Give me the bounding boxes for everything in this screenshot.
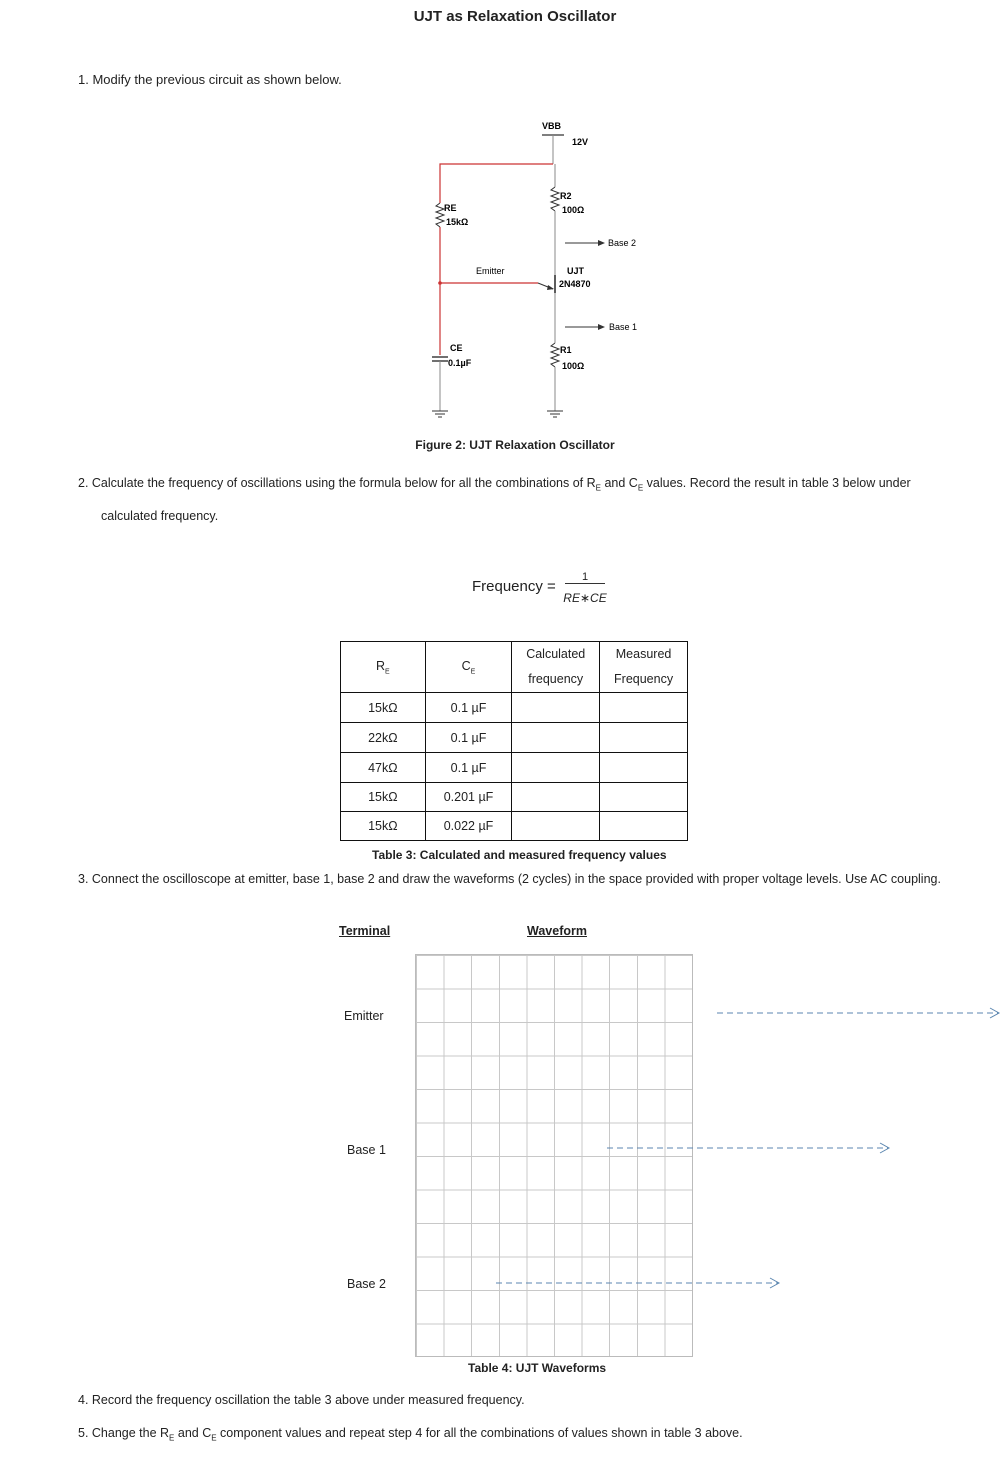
r1-value: 100Ω — [562, 361, 585, 371]
re-resistor-symbol — [436, 203, 444, 227]
ce-column-header: $C_E$ — [425, 642, 512, 693]
terminal-base1-label: Base 1 — [347, 1143, 386, 1157]
table-row — [341, 723, 688, 753]
calculated-frequency-cell[interactable] — [512, 723, 600, 753]
emitter-label: Emitter — [476, 266, 505, 276]
terminal-emitter-label: Emitter — [344, 1009, 384, 1023]
ujt-part-label: 2N4870 — [559, 279, 591, 289]
r2-resistor-symbol — [551, 187, 559, 211]
base1-arrow-head — [598, 324, 605, 330]
re-column-header: $R_E$ — [341, 642, 426, 693]
frequency-formula-denominator: RE∗CE — [563, 591, 607, 605]
measured-frequency-cell[interactable] — [600, 812, 688, 841]
table-row — [341, 783, 688, 812]
emitter-dashed-arrow — [717, 1008, 999, 1018]
ujt-circuit-diagram — [420, 115, 680, 435]
ce-cell: 0.1 µF — [425, 723, 512, 753]
step-3-text: 3. Connect the oscilloscope at emitter, base 1, base 2 and draw the waveforms (2 cycles) in the space provided with proper voltage levels. Use AC coupling. — [78, 872, 941, 886]
junction-dot — [438, 281, 442, 285]
vbb-label: VBB — [542, 121, 562, 131]
measured-frequency-cell[interactable] — [600, 753, 688, 783]
base1-dashed-arrow — [607, 1143, 889, 1153]
calculated-frequency-header: Calculated frequency — [512, 642, 600, 693]
table-header-row — [341, 642, 688, 693]
base2-label: Base 2 — [608, 238, 637, 248]
step-2-text-continued: calculated frequency. — [101, 509, 219, 523]
re-cell: 15kΩ — [341, 812, 426, 841]
calculated-frequency-cell[interactable] — [512, 812, 600, 841]
r1-resistor-symbol — [551, 343, 559, 367]
ujt-emitter-arrow — [547, 285, 554, 290]
step-5-text: 5. Change the $R_E$ and $C_E$ component values and repeat step 4 for all the combinations of values shown in table 3 above. — [78, 1426, 743, 1443]
re-cell: 22kΩ — [341, 723, 426, 753]
re-cell: 15kΩ — [341, 693, 426, 723]
top-wire-red — [440, 164, 553, 203]
frequency-table — [340, 641, 688, 841]
ce-label: CE — [450, 343, 463, 353]
r1-label: R1 — [560, 345, 572, 355]
step-2-text: 2. Calculate the frequency of oscillations using the formula below for all the combinations of $R_E$ and $C_E$ values. Record the result in table 3 below under — [78, 476, 911, 493]
measured-frequency-cell[interactable] — [600, 783, 688, 812]
ce-cell: 0.022 µF — [425, 812, 512, 841]
ground-icon-left — [432, 411, 448, 417]
table-row — [341, 812, 688, 841]
step-4-text: 4. Record the frequency oscillation the table 3 above under measured frequency. — [78, 1393, 525, 1407]
r2-label: R2 — [560, 191, 572, 201]
ce-cell: 0.201 µF — [425, 783, 512, 812]
re-value: 15kΩ — [446, 217, 469, 227]
measured-frequency-cell[interactable] — [600, 693, 688, 723]
figure-2-caption: Figure 2: UJT Relaxation Oscillator — [415, 438, 615, 452]
table-4-caption: Table 4: UJT Waveforms — [468, 1361, 607, 1375]
ground-icon-right — [547, 411, 563, 417]
table-3-caption: Table 3: Calculated and measured frequency values — [372, 848, 667, 862]
measured-frequency-cell[interactable] — [600, 723, 688, 753]
terminal-column-header: Terminal — [339, 924, 391, 938]
ujt-label: UJT — [567, 266, 585, 276]
waveform-column-header: Waveform — [527, 924, 587, 938]
measured-frequency-header: Measured Frequency — [600, 642, 688, 693]
page-title: UJT as Relaxation Oscillator — [413, 8, 617, 25]
frequency-formula-numerator: 1 — [565, 571, 605, 584]
step-1-text: 1. Modify the previous circuit as shown below. — [78, 72, 342, 87]
dashed-arrows-overlay — [490, 1000, 1004, 1295]
vbb-value: 12V — [572, 137, 589, 147]
terminal-base2-label: Base 2 — [347, 1277, 386, 1291]
re-cell: 15kΩ — [341, 783, 426, 812]
table-row — [341, 753, 688, 783]
r2-value: 100Ω — [562, 205, 585, 215]
calculated-frequency-cell[interactable] — [512, 783, 600, 812]
ce-cell: 0.1 µF — [425, 753, 512, 783]
ce-value: 0.1µF — [448, 358, 472, 368]
re-cell: 47kΩ — [341, 753, 426, 783]
re-label: RE — [444, 203, 457, 213]
base1-label: Base 1 — [609, 322, 638, 332]
base2-dashed-arrow — [496, 1278, 779, 1288]
ce-cell: 0.1 µF — [425, 693, 512, 723]
base2-arrow-head — [598, 240, 605, 246]
calculated-frequency-cell[interactable] — [512, 753, 600, 783]
table-row — [341, 693, 688, 723]
calculated-frequency-cell[interactable] — [512, 693, 600, 723]
frequency-formula-lhs: Frequency = — [472, 578, 556, 595]
